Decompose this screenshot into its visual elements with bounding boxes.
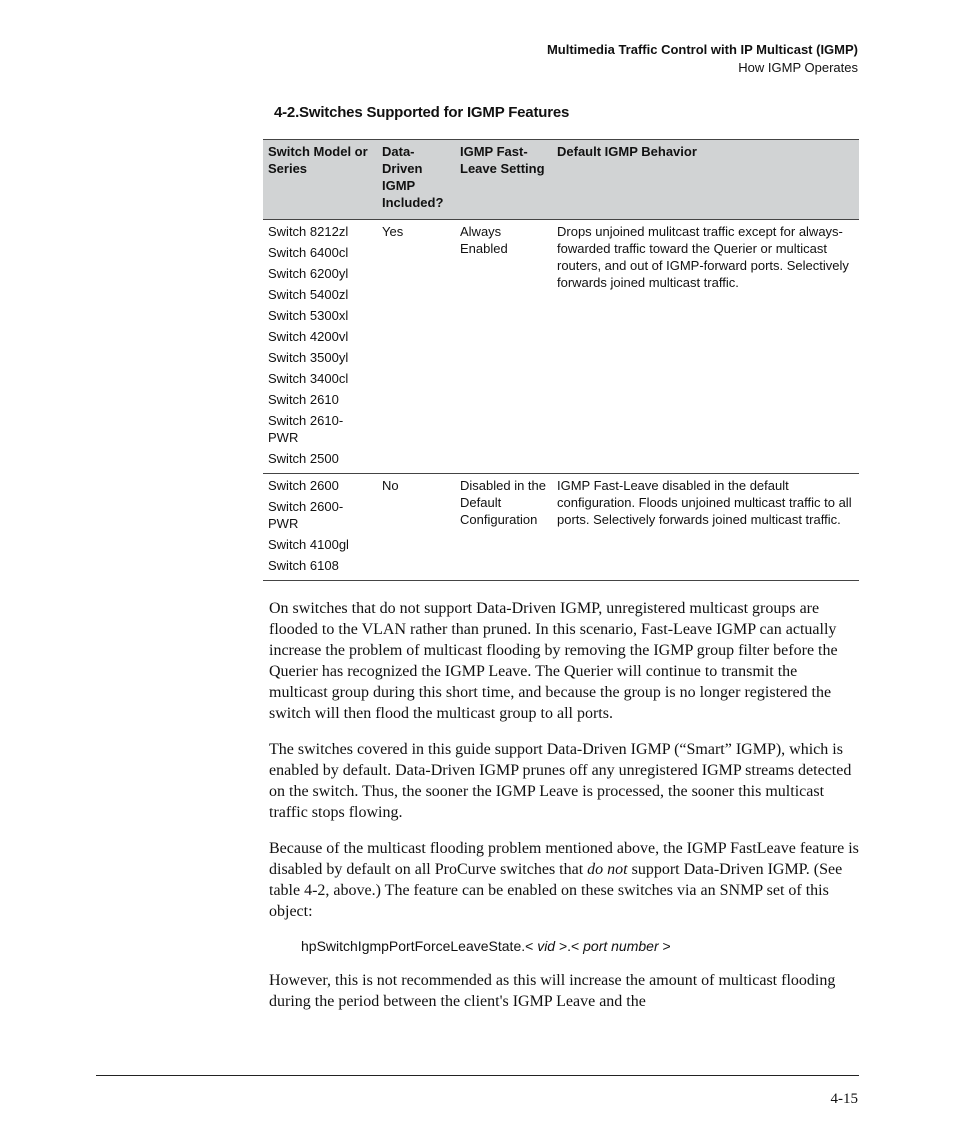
switch-model: Switch 2500 [268,451,339,466]
column-header-fast-leave: IGMP Fast-Leave Setting [455,140,552,220]
switch-model: Switch 3500yl [268,350,349,365]
switch-model: Switch 3400cl [268,371,349,386]
switch-model-cell [263,474,377,581]
snmp-vid-placeholder: vid [537,938,556,954]
running-header-subtitle: How IGMP Operates [738,60,858,75]
paragraph-text: Because of the multicast flooding problem mentioned above, the IGMP FastLeave feature is disabled by default on all ProCurve switches that [269,840,859,878]
fast-leave-cell: Disabled in the Default Configuration [455,474,552,581]
data-driven-cell: Yes [382,224,404,239]
table-row [263,220,859,474]
snmp-suffix: > [658,938,671,954]
column-header-switch-model: Switch Model or Series [263,140,377,220]
switch-model: Switch 8212zl [268,224,349,239]
table-row [263,474,859,581]
snmp-object-name: hpSwitchIgmpPortForceLeaveState.< [301,938,538,954]
paragraph: On switches that do not support Data-Driven IGMP, unregistered multicast groups are flooded to the VLAN rather than pruned. In this scenario, Fast-Leave IGMP can actually increase the problem of multicast flooding by removing the IGMP group filter before the Querier has recognized the IGMP Leave. The Querier will continue to transmit the multicast group during this short time, and because the group is no longer registered the switch will then flood the multicast group to all ports. [269,600,838,722]
body-text [269,598,859,1027]
table-caption: 4-2.Switches Supported for IGMP Features [274,104,570,121]
igmp-features-table [263,139,859,581]
switch-model: Switch 5300xl [268,308,349,323]
paragraph: However, this is not recommended as this will increase the amount of multicast flooding during the period between the client's IGMP Leave and the [269,972,836,1010]
paragraph [269,838,859,922]
switch-model: Switch 2610 [268,392,339,407]
switch-model-cell [263,220,377,474]
switch-model: Switch 4200vl [268,329,349,344]
switch-model: Switch 2600 [268,478,339,493]
column-header-default-behavior: Default IGMP Behavior [552,140,859,220]
fast-leave-cell: Always Enabled [460,224,508,256]
running-header [547,41,858,77]
emphasis-text: do not [587,861,628,878]
paragraph-text: support Data-Driven IGMP. (See table 4-2, above.) The feature can be enabled on these switches via an SNMP set of this object: [269,861,843,920]
table-header-row [263,140,859,220]
snmp-object-line [301,937,859,955]
switch-model: Switch 6400cl [268,245,349,260]
snmp-port-placeholder: port number [583,938,659,954]
switch-model: Switch 4100gl [268,537,349,552]
column-header-data-driven: Data-Driven IGMP Included? [377,140,455,220]
behavior-cell: Drops unjoined mulitcast traffic except for always-fowarded traffic toward the Querier or multicast routers, and out of IGMP-forward ports. Selectively forwards joined multicast traffic. [557,224,849,290]
behavior-cell: IGMP Fast-Leave disabled in the default configuration. Floods unjoined multicast traffic to all ports. Selectively forwards joined multicast traffic. [552,474,859,581]
page-number: 4-15 [830,1091,858,1107]
switch-model: Switch 5400zl [268,287,349,302]
data-driven-cell: No [377,474,455,581]
switch-model: Switch 6200yl [268,266,349,281]
running-header-title: Multimedia Traffic Control with IP Multicast (IGMP) [546,42,858,57]
snmp-separator: >.< [555,938,584,954]
switch-model: Switch 2610-PWR [268,413,344,445]
paragraph: The switches covered in this guide support Data-Driven IGMP (“Smart” IGMP), which is enabled by default. Data-Driven IGMP prunes off any unregistered IGMP streams detected on the switch. Thus, the sooner the IGMP Leave is processed, the sooner this multicast traffic stops flowing. [269,741,852,821]
footer-divider [96,1075,859,1076]
switch-model: Switch 6108 [268,558,339,573]
switch-model: Switch 2600-PWR [268,499,344,531]
